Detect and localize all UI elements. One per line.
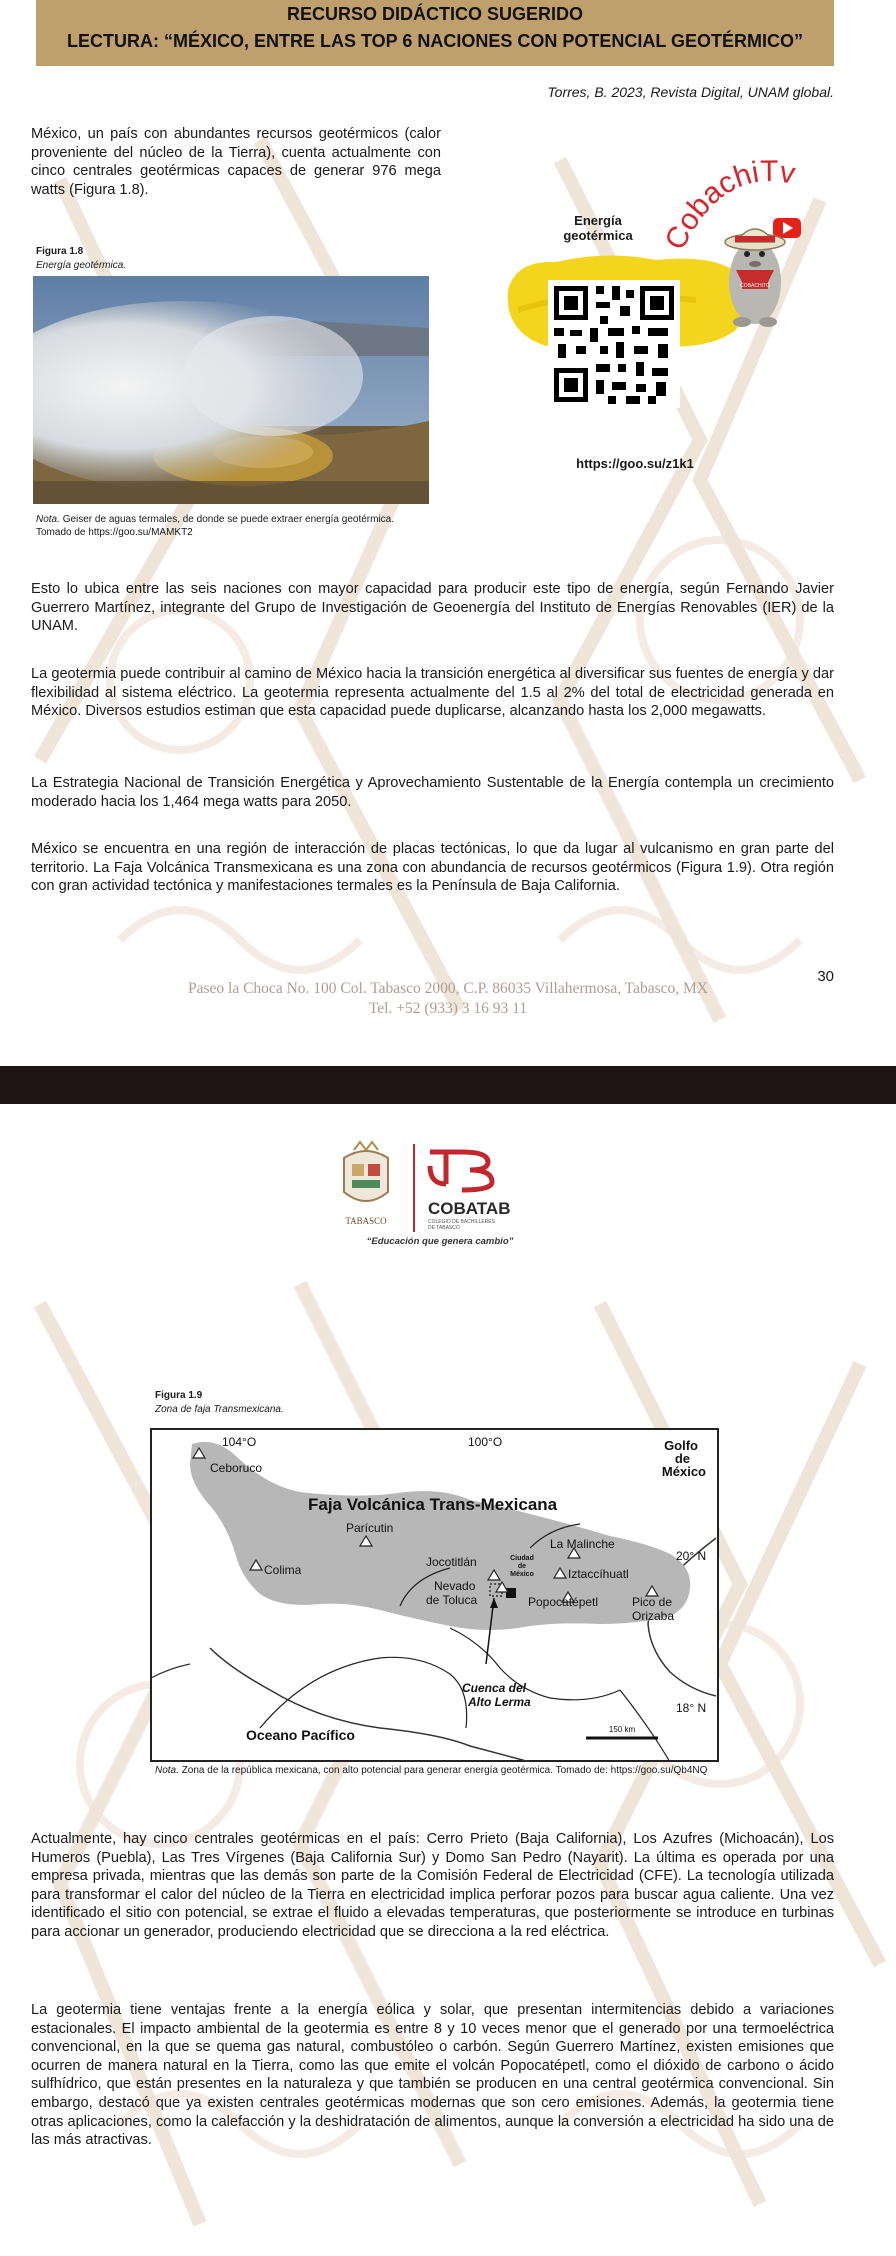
cobatab-sub1: COLEGIO DE BACHILLERES — [428, 1219, 495, 1225]
footer-address: Paseo la Choca No. 100 Col. Tabasco 2000, C.P. 86035 Villahermosa, Tabasco, MX — [188, 980, 708, 997]
paragraph-6: La geotermia tiene ventajas frente a la energía eólica y solar, que presentan intermitencias debido a variaciones estacionales. El impacto ambiental de la geotermia es entre 8 y 10 veces menor que el generado por una termoeléctrica convencional, en la que se quema gas natural, combustóleo o carbón. Según Guerrero Martínez, existen emisiones que ocurren de manera natural en la Tierra, como las que emite el volcán Popocatépetl, como el dióxido de carbono o ácido sulfhídrico, que están presentes en la naturaleza y que también se producen en una central geotérmica convencional. Sin embargo, destacó que ya existen centrales geotérmicas modernas que son cero emisiones. Además, la geotermia tiene otras aplicaciones, como la calefacción y la deshidratación de alimentos, aunque la conversión a electricidad ha sido una de las más atractivas. — [31, 2002, 834, 2149]
cobachitv-brand-text: CobachiTv — [658, 155, 798, 256]
lat-20-label: 20° N — [676, 1549, 707, 1563]
figure-1-8-note-text: Geiser de aguas termales, de donde se puede extraer energía geotérmica. Tomado de https://goo.su/MAMKT2 — [36, 514, 395, 538]
cobatab-label: COBATAB — [428, 1199, 511, 1218]
citation: Torres, B. 2023, Revista Digital, UNAM global. — [547, 84, 834, 100]
gulf-label-1: Golfo — [664, 1438, 698, 1453]
city-label-3: México — [510, 1571, 534, 1578]
cobatab-logos — [330, 1140, 570, 1250]
header-banner — [36, 0, 834, 66]
gulf-label-2: de — [674, 1451, 690, 1466]
paragraph-2: La geotermia puede contribuir al camino de México hacia la transición energética al diversificar sus fuentes de energía y dar flexibilidad al sistema eléctrico. La geotermia representa actualmente del 1.5 al 2% del total de electricidad generada en México. Diversos estudios estiman que esta capacidad puede duplicarse, alcanzando hasta los 2,000 megawatts. — [31, 666, 834, 720]
qr-code-icon — [548, 280, 680, 408]
lon-100-label: 100°O — [468, 1435, 503, 1449]
volcano-nevado-2: de Toluca — [426, 1593, 478, 1607]
page-number: 30 — [817, 968, 834, 985]
qr-url: https://goo.su/z1k1 — [576, 456, 694, 471]
figure-1-9-label: Figura 1.9 — [155, 1390, 203, 1401]
youtube-icon — [773, 218, 801, 238]
volcano-ceboruco: Ceboruco — [210, 1461, 263, 1475]
figure-1-9-note — [155, 1764, 715, 1777]
volcano-jocotitlan: Jocotitlán — [426, 1555, 477, 1569]
cobatab-sub2: DE TABASCO — [428, 1225, 460, 1231]
lat-18-label: 18° N — [676, 1701, 707, 1715]
tabasco-crest-icon — [344, 1142, 388, 1201]
city-label-1: Ciudad — [510, 1555, 534, 1562]
intro-paragraph: México, un país con abundantes recursos geotérmicos (calor proveniente del núcleo de la Tierra), cuenta actualmente con cinco centrales geotérmicas capaces de generar 976 mega watts (Figura 1.8). — [31, 126, 441, 198]
paragraph-5: Actualmente, hay cinco centrales geotérmicas en el país: Cerro Prieto (Baja California), Los Azufres (Michoacán), Los Humeros (Puebla), Las Tres Vírgenes (Baja California Sur) y Domo San Pedro (Nayarit). La última es operada por una empresa privada, mientras que las demás son parte de la Comisión Federal de Electricidad (CFE). La tecnología utilizada para transformar el calor del núcleo de la Tierra en electricidad implica perforar pozos para buscar agua caliente. Una vez identificado el sitio con potencial, se extrae el fluido a elevadas temperaturas, que posteriormente se introduce en turbinas para accionar un generador, produciendo electricidad que se direcciona a la red eléctrica. — [31, 1831, 834, 1940]
qr-title-line1: Energía — [574, 213, 622, 228]
footer-phone: Tel. +52 (933) 3 16 93 11 — [368, 1000, 528, 1017]
header-title: RECURSO DIDÁCTICO SUGERIDO — [286, 4, 583, 24]
volcano-izta: Iztaccíhuatl — [568, 1567, 629, 1581]
note-prefix: Nota. — [155, 1765, 179, 1776]
cobachitv-qr-graphic — [496, 150, 830, 430]
figure-1-8-note — [36, 513, 416, 539]
figure-1-8-label: Figura 1.8 — [36, 246, 84, 257]
volcano-colima: Colima — [264, 1563, 302, 1577]
scale-label: 150 km — [608, 1725, 636, 1734]
lon-104-label: 104°O — [222, 1435, 257, 1449]
page-1 — [0, 0, 896, 1066]
geyser-photo — [33, 276, 429, 504]
mexico-city-marker — [506, 1588, 516, 1598]
cobatab-icon — [430, 1152, 492, 1190]
lerma-label-2: Alto Lerma — [468, 1695, 531, 1709]
gulf-label-3: México — [661, 1464, 706, 1479]
header-subtitle: LECTURA: “MÉXICO, ENTRE LAS TOP 6 NACIONES CON POTENCIAL GEOTÉRMICO” — [66, 31, 804, 51]
volcano-nevado-1: Nevado — [434, 1579, 476, 1593]
city-label-2: de — [517, 1563, 527, 1570]
page-2 — [0, 1104, 896, 2256]
lerma-label-1: Cuenca del — [462, 1681, 527, 1695]
paragraph-1: Esto lo ubica entre las seis naciones con mayor capacidad para producir este tipo de energía, según Fernando Javier Guerrero Martínez, integrante del Grupo de Investigación de Geoenergía del Instituto de Energías Renovables (IER) de la UNAM. — [31, 581, 834, 635]
slogan: “Educación que genera cambio” — [366, 1236, 514, 1247]
volcano-pico-2: Orizaba — [632, 1609, 675, 1623]
paragraph-4: México se encuentra en una región de interacción de placas tectónicas, lo que da lugar al vulcanismo en gran parte del territorio. La Faja Volcánica Transmexicana es una zona con abundancia de recursos geotérmicos (Figura 1.9). Otra región con gran actividad tectónica y manifestaciones termales es la Península de Baja California. — [31, 841, 834, 895]
figure-1-9-caption: Zona de faja Transmexicana. — [155, 1404, 284, 1415]
map-title: Faja Volcánica Trans-Mexicana — [308, 1495, 558, 1514]
volcano-popo: Popocatépetl — [528, 1595, 599, 1609]
tabasco-label: TABASCO — [345, 1216, 387, 1226]
mascot-badge-text: COBACHITO — [740, 283, 770, 289]
figure-1-8-caption: Energía geotérmica. — [36, 260, 127, 271]
note-prefix: Nota. — [36, 514, 60, 525]
paragraph-3: La Estrategia Nacional de Transición Energética y Aprovechamiento Sustentable de la Energía contempla un crecimiento moderado hacia los 1,464 mega watts para 2050. — [31, 775, 834, 810]
volcano-malinche: La Malinche — [550, 1537, 615, 1551]
figure-1-9-note-text: Zona de la república mexicana, con alto potencial para generar energía geotérmica. Tomado de: https://goo.su/Qb4NQ — [181, 1765, 708, 1776]
volcano-pico-1: Pico de — [632, 1595, 673, 1609]
qr-title-line2: geotérmica — [563, 228, 633, 243]
volcanic-belt-map — [150, 1428, 719, 1762]
volcano-paricutin: Parícutin — [346, 1521, 394, 1535]
ocean-label: Oceano Pacífico — [246, 1727, 355, 1743]
page-divider — [0, 1066, 896, 1104]
